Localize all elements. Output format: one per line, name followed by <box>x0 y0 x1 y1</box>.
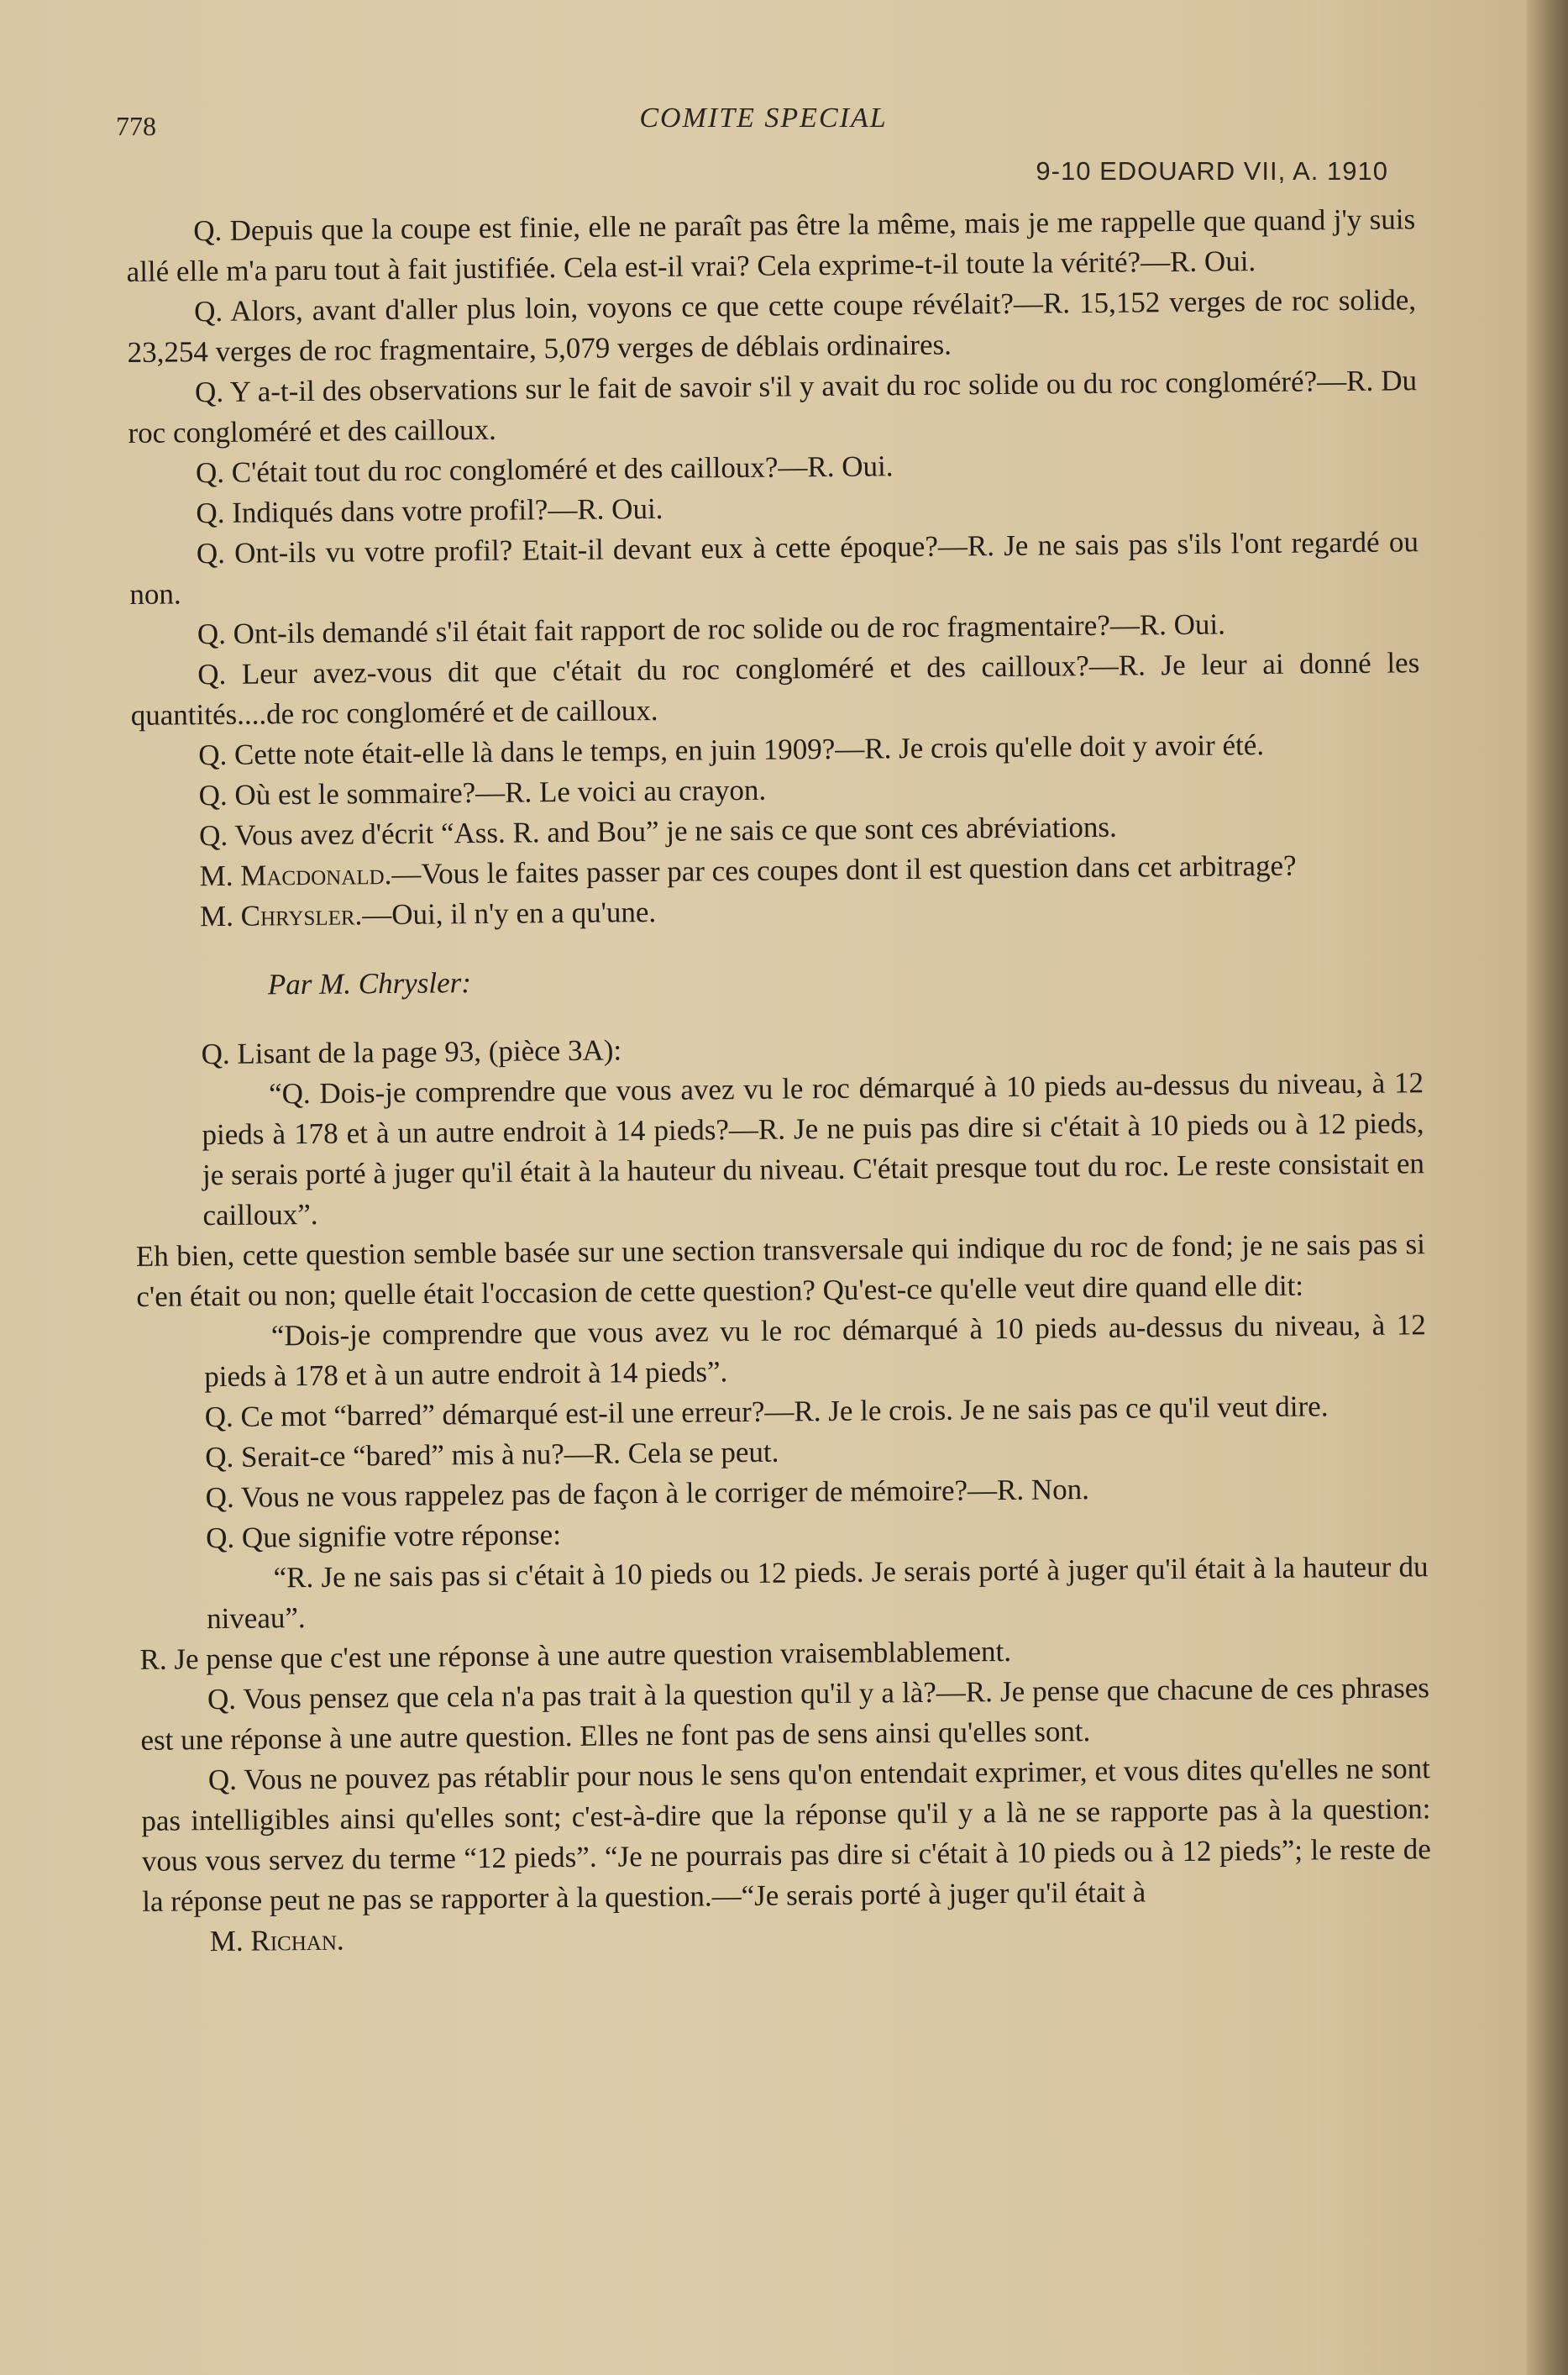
page-number: 778 <box>116 111 156 141</box>
paragraph: Q. Serait-ce “bared” mis à nu?—R. Cela se peut. <box>205 1435 779 1474</box>
paragraph: Q. Vous avez d'écrit “Ass. R. and Bou” je ne sais ce que sont ces abréviations. <box>198 810 1117 853</box>
section-heading: Par M. Chrysler: <box>267 966 472 1001</box>
paragraph: Q. Que signifie votre réponse: <box>205 1518 562 1555</box>
paragraph: Q. Ont-ils demandé s'il était fait rapport de roc solide ou de roc fragmentaire?—R. Oui. <box>197 607 1226 651</box>
speaker-text: —Vous le faites passer par ces coupes dont il est question dans cet arbitrage? <box>391 849 1297 891</box>
paragraph: R. Je pense que c'est une réponse à une autre question vraisemblablement. <box>139 1634 1012 1676</box>
speaker-name: M. Richan. <box>209 1923 344 1958</box>
quoted-paragraph: “Dois-je comprendre que vous avez vu le roc démarqué à 10 pieds au-dessus du niveau, à 12 pieds à 178 et à un autre endroit à 14 pieds”. <box>204 1308 1426 1394</box>
paragraph: Q. Vous ne pouvez pas rétablir pour nous le sens qu'on entendait exprimer, et vous dites qu'elles ne sont pas intelligibles ainsi qu'elles sont; c'est-à-dire que la réponse qu'il y a là ne se rapporte pas à la question: vous vous servez du terme “12 pieds”. “Je ne pourrais pas dire si c'était à 10 pieds ou à 12 pieds”; le reste de la réponse peut ne pas se rapporter à la question.—“Je serais porté à juger qu'il était à <box>141 1752 1431 1918</box>
paragraph: Q. Alors, avant d'aller plus loin, voyons ce que cette coupe révélait?—R. 15,152 verges de roc solide, 23,254 verges de roc fragmentaire, 5,079 verges de déblais ordinaires. <box>127 283 1417 369</box>
quoted-paragraph: “Q. Dois-je comprendre que vous avez vu le roc démarqué à 10 pieds au-dessus du niveau, à 12 pieds à 178 et à un autre endroit à 14 pieds?—R. Je ne puis pas dire si c'était à 10 pieds ou à 12 pieds, je serais porté à juger qu'il était à la hauteur du niveau. C'était presque tout du roc. Le reste consistait en cailloux”. <box>202 1066 1425 1232</box>
quoted-paragraph: “R. Je ne sais pas si c'était à 10 pieds ou 12 pieds. Je serais porté à juger qu'il était à la hauteur du niveau”. <box>206 1550 1429 1636</box>
book-gutter <box>1527 0 1568 2375</box>
paragraph: Q. Ce mot “barred” démarqué est-il une erreur?—R. Je le crois. Je ne sais pas ce qu'il veut dire. <box>204 1390 1329 1434</box>
paragraph: Q. Vous ne vous rappelez pas de façon à le corriger de mémoire?—R. Non. <box>205 1473 1090 1515</box>
paragraph: Q. Vous pensez que cela n'a pas trait à la question qu'il y a là?—R. Je pense que chacune de ces phrases est une réponse à une autre question. Elles ne font pas de sens ainsi qu'elles sont. <box>140 1671 1430 1757</box>
paragraph: Q. Depuis que la coupe est finie, elle ne paraît pas être la même, mais je me rappelle que quand j'y suis allé elle m'a paru tout à fait justifiée. Cela est-il vrai? Cela exprime-t-il toute la vérité?—R. Oui. <box>126 202 1416 288</box>
paragraph: Q. Indiqués dans votre profil?—R. Oui. <box>196 491 663 530</box>
paragraph: Q. Cette note était-elle là dans le temps, en juin 1909?—R. Je crois qu'elle doit y avoir été. <box>198 728 1265 772</box>
paragraph: Q. Y a-t-il des observations sur le fait de savoir s'il y avait du roc solide ou du roc congloméré?—R. Du roc congloméré et des cailloux. <box>128 364 1418 449</box>
speaker-name: M. Chrysler. <box>199 898 363 933</box>
running-title: COMITE SPECIAL <box>639 102 888 134</box>
paragraph: Eh bien, cette question semble basée sur une section transversale qui indique du roc de fond; je ne sais pas si c'en était ou non; quelle était l'occasion de cette question? Qu'est-ce qu'elle veut dire quand elle dit: <box>135 1227 1426 1313</box>
speaker-name: M. Macdonald. <box>199 858 392 893</box>
session-line: 9-10 EDOUARD VII, A. 1910 <box>1036 156 1388 186</box>
speaker-text: —Oui, il n'y en a qu'une. <box>362 895 657 932</box>
transcript-body <box>126 199 1432 1963</box>
paragraph: Q. Lisant de la page 93, (pièce 3A): <box>201 1033 622 1071</box>
paragraph: Q. C'était tout du roc congloméré et des cailloux?—R. Oui. <box>195 449 894 490</box>
paragraph: Q. Leur avez-vous dit que c'était du roc congloméré et des cailloux?—R. Je leur ai donné les quantités....de roc congloméré et de cailloux. <box>130 646 1420 732</box>
paragraph: Q. Où est le sommaire?—R. Le voici au crayon. <box>198 773 767 812</box>
paragraph: Q. Ont-ils vu votre profil? Etait-il devant eux à cette époque?—R. Je ne sais pas s'ils l'ont regardé ou non. <box>129 525 1419 611</box>
